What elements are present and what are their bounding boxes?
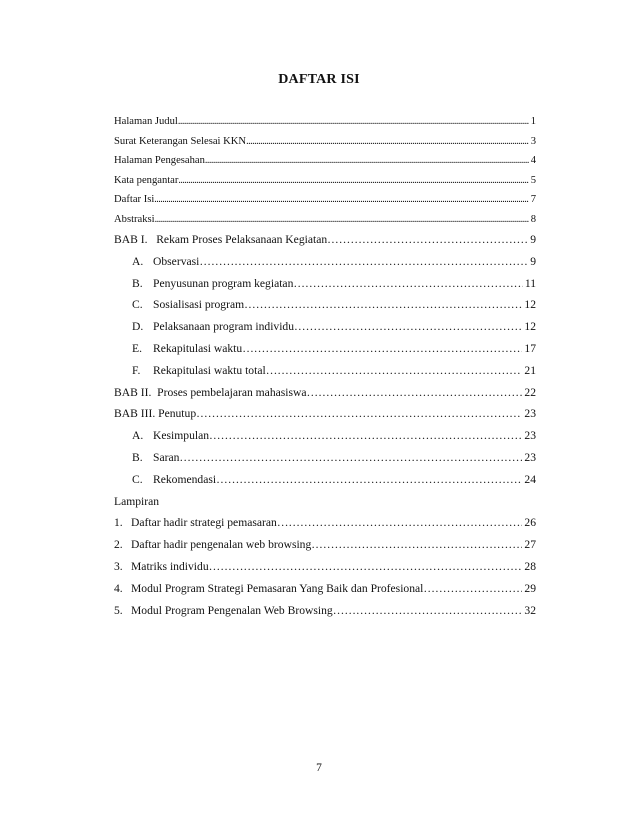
toc-entry-lampiran-5[interactable] (114, 600, 536, 622)
toc-entry-bab-1-e[interactable] (114, 338, 536, 360)
toc-entry-page: 11 (524, 276, 536, 290)
toc-entry-page: 12 (524, 320, 536, 334)
toc-section-lampiran (114, 491, 536, 513)
toc-entry-letter: A. (132, 429, 144, 443)
toc-entry-page: 28 (524, 559, 536, 573)
toc-entry-page: 1 (530, 116, 536, 127)
toc-entry-page: 27 (524, 538, 536, 552)
leader-dots (311, 534, 522, 556)
toc-entry-page: 23 (524, 407, 536, 421)
toc-entry-label: Surat Keterangan Selesai KKN (114, 135, 247, 147)
leader-dots (242, 338, 522, 360)
toc-entry-label: Kata pengantar (114, 174, 179, 186)
toc-entry-label: Daftar hadir pengenalan web browsing (131, 538, 312, 552)
leader-dots (178, 171, 528, 191)
toc-entry-page: 7 (530, 194, 536, 205)
toc-entry-page: 32 (524, 603, 536, 617)
leader-dots (423, 578, 522, 600)
leader-dots (294, 316, 522, 338)
toc-entry-label: Modul Program Pengenalan Web Browsing (131, 603, 333, 617)
leader-dots (293, 273, 522, 295)
toc-entry-letter: A. (132, 254, 144, 268)
toc-entry-bab-1-c[interactable] (114, 294, 536, 316)
toc-entry-page: 9 (530, 233, 536, 246)
toc-entry-letter: E. (132, 341, 142, 355)
toc-entry-page: 4 (530, 155, 536, 166)
toc-entry-bab-3-c[interactable] (114, 469, 536, 491)
toc-entry-label: Daftar Isi (114, 194, 155, 205)
leader-dots (244, 294, 522, 316)
toc-entry-label: Rekapitulasi waktu total (153, 363, 266, 377)
toc-entry-bab-3[interactable] (114, 403, 536, 425)
toc-entry-letter: B. (132, 276, 143, 290)
toc-entry-bab-1-a[interactable] (114, 251, 536, 273)
toc-entry-page: 8 (530, 213, 536, 225)
toc-entry-lampiran-2[interactable] (114, 534, 536, 556)
toc-entry-bab-3-a[interactable] (114, 425, 536, 447)
toc-entry-letter: C. (132, 472, 143, 486)
toc-entry-label: Rekomendasi (153, 472, 217, 486)
toc-entry-page: 26 (524, 516, 536, 530)
leader-dots (199, 251, 528, 273)
toc-entry-page: 29 (524, 581, 536, 595)
leader-dots (307, 382, 523, 404)
toc-entry-letter: C. (132, 298, 143, 312)
toc-entry-halaman-judul[interactable] (114, 112, 536, 132)
leader-dots (209, 556, 523, 578)
toc-entry-label: Halaman Judul (114, 116, 178, 127)
toc-entry-bab-1-d[interactable] (114, 316, 536, 338)
toc-entry-number: 4. (114, 581, 123, 595)
leader-dots (277, 512, 523, 534)
toc-entry-lampiran-4[interactable] (114, 578, 536, 600)
leader-dots (327, 229, 528, 251)
toc-entry-lampiran-3[interactable] (114, 556, 536, 578)
leader-dots (205, 151, 529, 171)
toc-entry-abstraksi[interactable] (114, 210, 536, 230)
toc-entry-label: Modul Program Strategi Pemasaran Yang Baik dan Profesional (131, 581, 424, 595)
toc-entry-label: Pelaksanaan program individu (153, 320, 295, 334)
toc-entry-page: 17 (524, 341, 536, 355)
toc-entry-page: 12 (524, 298, 536, 312)
toc-entry-label: BAB I. Rekam Proses Pelaksanaan Kegiatan (114, 233, 328, 246)
toc-entry-letter: F. (132, 363, 141, 377)
toc-entry-letter: D. (132, 320, 144, 334)
page-number: 7 (316, 762, 322, 774)
leader-dots (209, 425, 522, 447)
leader-dots (178, 112, 529, 132)
toc-entry-halaman-pengesahan[interactable] (114, 151, 536, 171)
toc-entry-label: Abstraksi (114, 213, 155, 225)
toc-entry-page: 23 (524, 429, 536, 443)
toc-entry-page: 24 (524, 472, 536, 486)
toc-entry-number: 2. (114, 538, 123, 552)
leader-dots (333, 600, 523, 622)
toc-entry-page: 22 (524, 385, 536, 399)
toc-entry-page: 21 (524, 363, 536, 377)
toc-entry-bab-2[interactable] (114, 382, 536, 404)
toc-entry-surat-keterangan[interactable] (114, 132, 536, 152)
toc-entry-label: Observasi (153, 254, 200, 268)
toc-entry-page: 3 (530, 135, 536, 147)
toc-entry-number: 1. (114, 516, 123, 530)
toc-entry-page: 5 (530, 174, 536, 186)
toc-entry-page: 9 (530, 254, 536, 268)
toc-entry-label: Kesimpulan (153, 429, 210, 443)
toc-entry-page: 23 (524, 450, 536, 464)
toc-entry-bab-1-f[interactable] (114, 360, 536, 382)
toc-entry-bab-1-b[interactable] (114, 273, 536, 295)
toc-entry-label: Sosialisasi program (153, 298, 245, 312)
leader-dots (179, 447, 522, 469)
toc-entry-lampiran-1[interactable] (114, 512, 536, 534)
leader-dots (216, 469, 522, 491)
leader-dots (266, 360, 523, 382)
leader-dots (155, 210, 529, 230)
table-of-contents (114, 112, 536, 621)
toc-entry-bab-3-b[interactable] (114, 447, 536, 469)
toc-entry-label: Matriks individu (131, 559, 209, 573)
toc-entry-bab-1[interactable] (114, 229, 536, 251)
toc-section-label: Lampiran (114, 494, 160, 508)
toc-entry-label: Rekapitulasi waktu (153, 341, 243, 355)
toc-entry-label: Daftar hadir strategi pemasaran (131, 516, 277, 530)
leader-dots (196, 403, 522, 425)
toc-entry-label: BAB III. Penutup (114, 407, 197, 421)
toc-entry-label: BAB II. Proses pembelajaran mahasiswa (114, 385, 307, 399)
toc-entry-label: Penyusunan program kegiatan (153, 276, 294, 290)
toc-entry-label: Saran (153, 450, 180, 464)
toc-entry-letter: B. (132, 450, 143, 464)
toc-entry-daftar-isi[interactable] (114, 190, 536, 210)
leader-dots (154, 190, 528, 210)
toc-entry-kata-pengantar[interactable] (114, 171, 536, 191)
toc-entry-label: Halaman Pengesahan (114, 155, 205, 166)
leader-dots (246, 132, 529, 152)
toc-entry-number: 5. (114, 603, 123, 617)
document-title: DAFTAR ISI (278, 72, 360, 87)
toc-entry-number: 3. (114, 559, 123, 573)
